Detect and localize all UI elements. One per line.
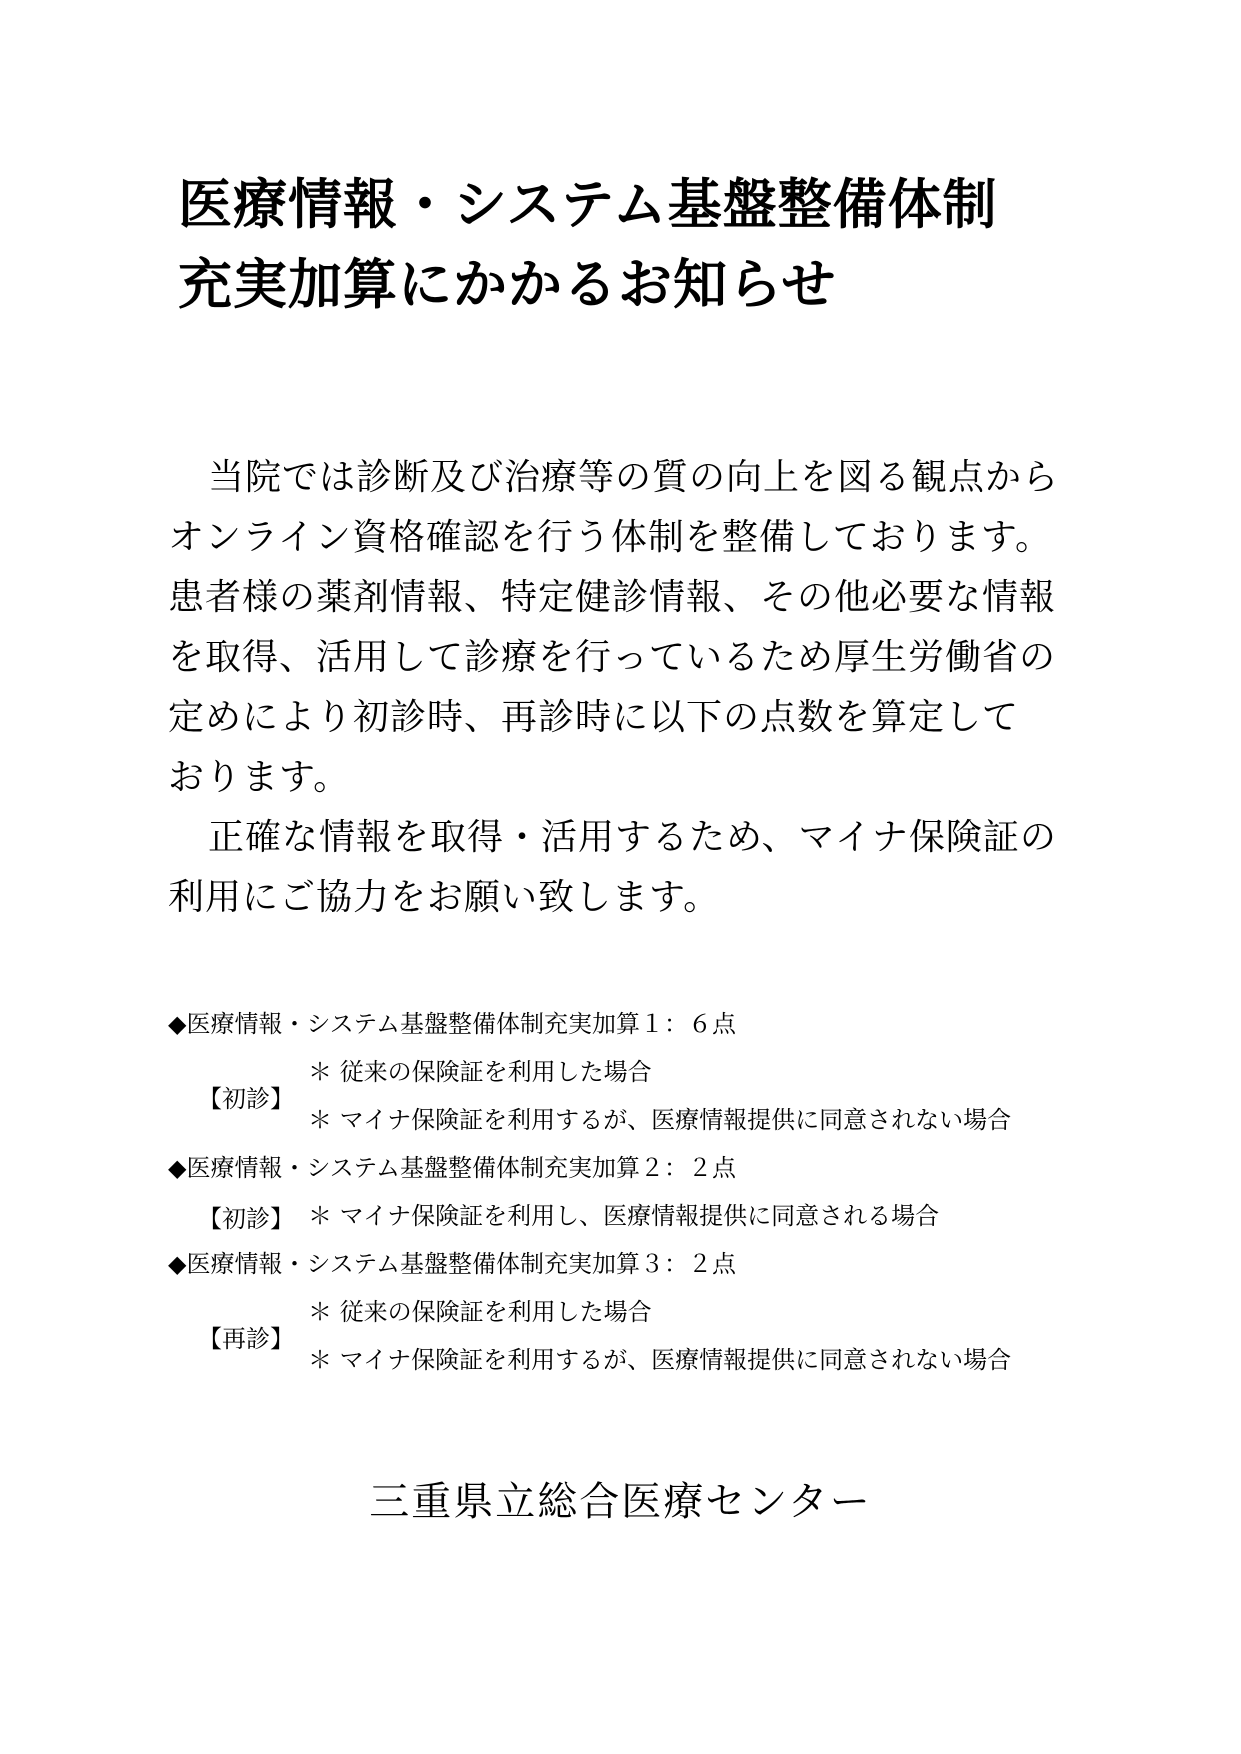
fee-item-heading: ◆医療情報・システム基盤整備体制充実加算２：２点 [168, 1154, 737, 1182]
fee-item-heading: ◆医療情報・システム基盤整備体制充実加算１：６点 [168, 1010, 737, 1038]
fee-item-detail [168, 1048, 1118, 1144]
condition-item: ＊ 従来の保険証を利用した場合 [308, 1058, 652, 1086]
body-line: おります。 [168, 757, 351, 798]
visit-type-label: 【再診】 [198, 1324, 294, 1353]
fee-item-heading: ◆医療情報・システム基盤整備体制充実加算３：２点 [168, 1250, 737, 1278]
body-line: 患者様の薬剤情報、特定健診情報、その他必要な情報 [168, 577, 1057, 618]
condition-item: ＊ マイナ保険証を利用するが、医療情報提供に同意されない場合 [308, 1346, 1012, 1374]
fee-item-detail [168, 1192, 1118, 1240]
condition-list [308, 1192, 939, 1240]
visit-type-label: 【初診】 [198, 1084, 294, 1113]
notice-title-line-2: 充実加算にかかるお知らせ [178, 253, 837, 316]
fee-item-detail [168, 1288, 1118, 1384]
body-line: 正確な情報を取得・活用するため、マイナ保険証の [208, 817, 1057, 858]
condition-item: ＊ マイナ保険証を利用し、医療情報提供に同意される場合 [308, 1202, 940, 1230]
notice-title-line-1: 医療情報・システム基盤整備体制 [178, 173, 998, 236]
condition-list [308, 1048, 1011, 1144]
notice-body [168, 448, 1088, 928]
fee-items-list [168, 1000, 1118, 1384]
notice-title [178, 165, 1098, 325]
condition-list [308, 1288, 1011, 1384]
fee-item [168, 1144, 1118, 1240]
fee-item [168, 1240, 1118, 1384]
organization-name: 三重県立総合医療センター [369, 1479, 872, 1525]
condition-item: ＊ マイナ保険証を利用するが、医療情報提供に同意されない場合 [308, 1106, 1012, 1134]
body-line: 当院では診断及び治療等の質の向上を図る観点から [208, 457, 1060, 498]
body-line: 利用にご協力をお願い致します。 [168, 877, 721, 918]
condition-item: ＊ 従来の保険証を利用した場合 [308, 1298, 652, 1326]
body-line: 定めにより初診時、再診時に以下の点数を算定して [168, 697, 1020, 738]
fee-item [168, 1000, 1118, 1144]
body-line: を取得、活用して診療を行っているため厚生労働省の [168, 637, 1057, 678]
visit-type-label: 【初診】 [198, 1204, 294, 1233]
body-line: オンライン資格確認を行う体制を整備しております。 [168, 517, 1053, 558]
